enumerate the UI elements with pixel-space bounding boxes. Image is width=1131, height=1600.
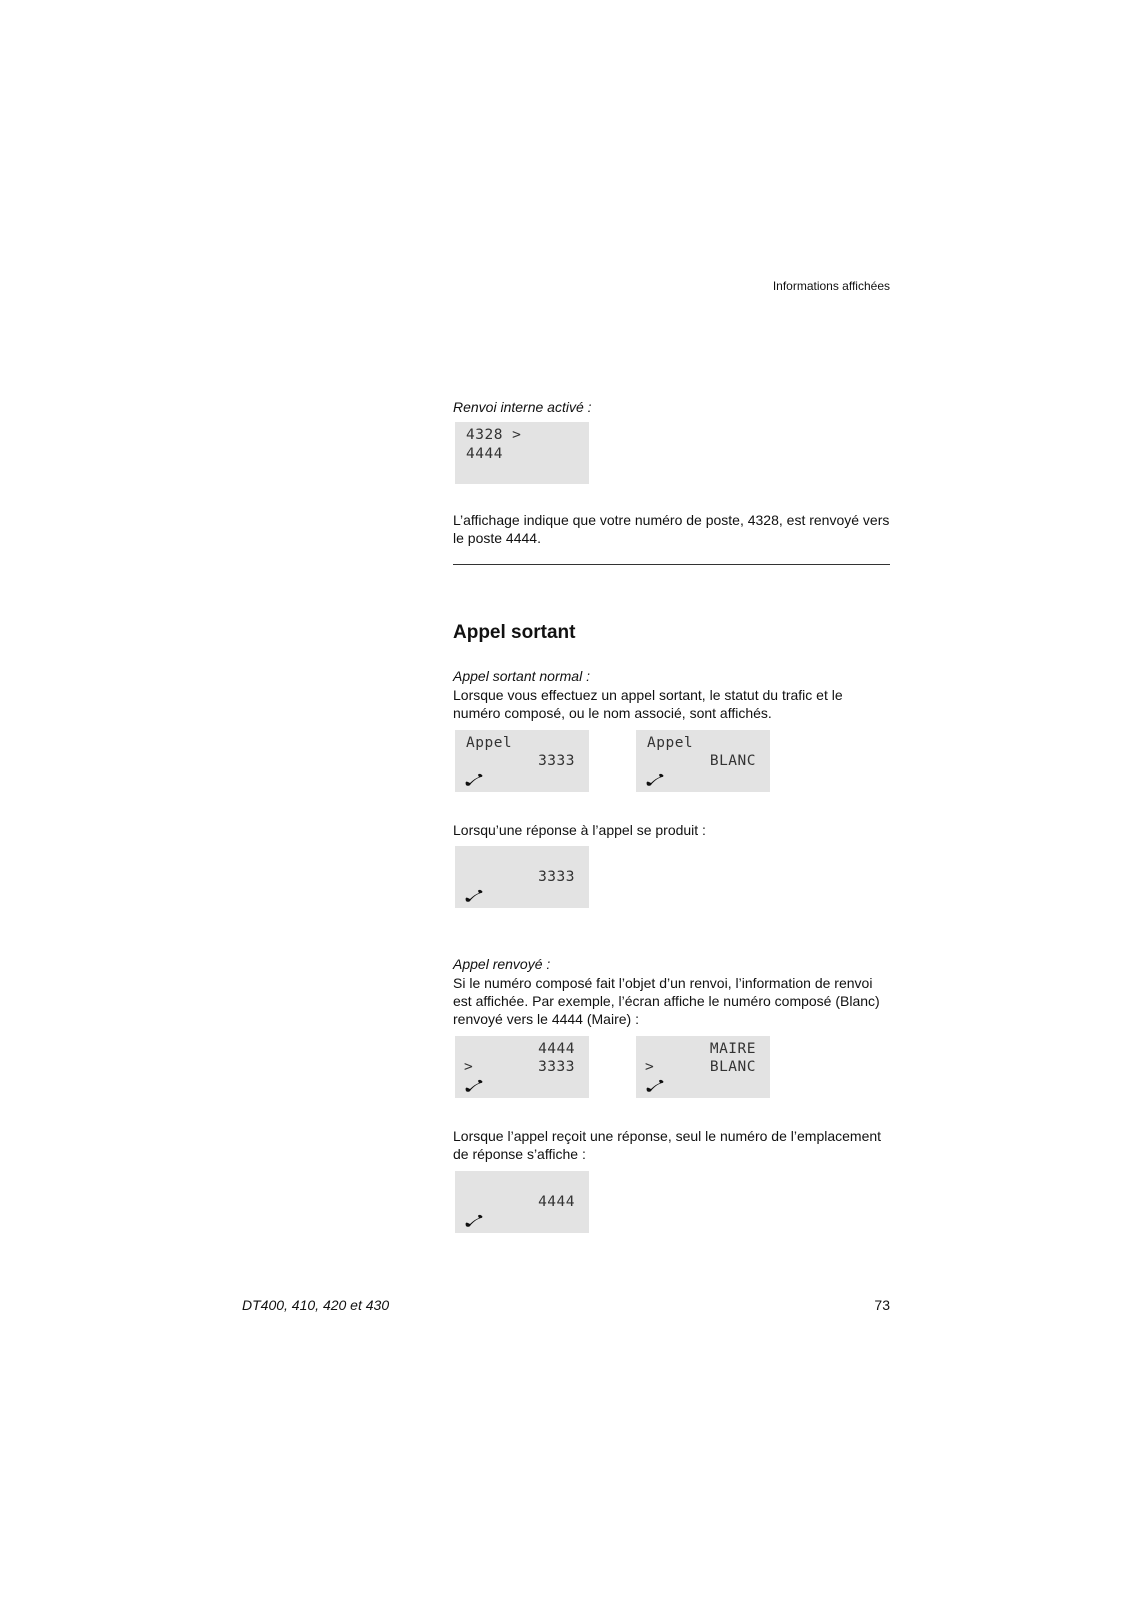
lcd-line-1: 4444 — [538, 1041, 575, 1057]
lcd-line-2: 3333 — [538, 869, 575, 885]
forward-arrow: > — [464, 1059, 474, 1075]
paragraph-reponse: Lorsqu’une réponse à l’appel se produit : — [453, 822, 706, 838]
lcd-line-2: BLANC — [709, 753, 756, 769]
page-number: 73 — [874, 1297, 890, 1313]
lcd-line-1: MAIRE — [709, 1041, 756, 1057]
lcd-display-reponse-renvoi — [455, 1171, 589, 1233]
lcd-display-appel-name — [636, 730, 770, 792]
handset-icon — [645, 773, 665, 787]
handset-icon — [464, 1214, 484, 1228]
paragraph-reponse-renvoi: Lorsque l’appel reçoit une réponse, seul le numéro de l’emplacement de réponse s’affiche : — [453, 1128, 882, 1162]
caption-appel-renvoye: Appel renvoyé : — [453, 956, 551, 972]
section-divider — [453, 564, 890, 565]
lcd-display-reponse — [455, 846, 589, 908]
forward-arrow: > — [645, 1059, 655, 1075]
handset-icon — [645, 1079, 665, 1093]
running-header: Informations affichées — [772, 279, 890, 293]
lcd-line-2: 3333 — [538, 753, 575, 769]
caption-renvoi-interne: Renvoi interne activé : — [453, 399, 592, 415]
section-heading: Appel sortant — [453, 622, 576, 643]
lcd-line-1: 4328 > — [466, 427, 522, 443]
paragraph-appel-normal: Lorsque vous effectuez un appel sortant, le statut du trafic et le numéro composé, ou le nom associé, sont affichés. — [453, 687, 843, 721]
lcd-display-renvoye-name — [636, 1036, 770, 1098]
lcd-display-renvoi-interne — [455, 422, 589, 484]
paragraph-appel-renvoye: Si le numéro composé fait l’objet d’un renvoi, l’information de renvoi est affichée. Par exemple, l’écran affiche le numéro composé (Blanc) renvoyé vers le 4444 (Maire) : — [453, 975, 880, 1027]
paragraph-renvoi-explanation: L’affichage indique que votre numéro de poste, 4328, est renvoyé vers le poste 4444. — [453, 512, 890, 546]
lcd-line-1: Appel — [466, 735, 513, 751]
footer-model: DT400, 410, 420 et 430 — [242, 1297, 390, 1313]
lcd-display-appel-number — [455, 730, 589, 792]
handset-icon — [464, 889, 484, 903]
lcd-line-1: Appel — [647, 735, 694, 751]
lcd-line-2: 4444 — [466, 446, 503, 462]
handset-icon — [464, 773, 484, 787]
lcd-display-renvoye-number — [455, 1036, 589, 1098]
lcd-line-2: 4444 — [538, 1194, 575, 1210]
caption-appel-normal: Appel sortant normal : — [453, 668, 590, 684]
lcd-line-2: 3333 — [538, 1059, 575, 1075]
lcd-line-2: BLANC — [709, 1059, 756, 1075]
handset-icon — [464, 1079, 484, 1093]
